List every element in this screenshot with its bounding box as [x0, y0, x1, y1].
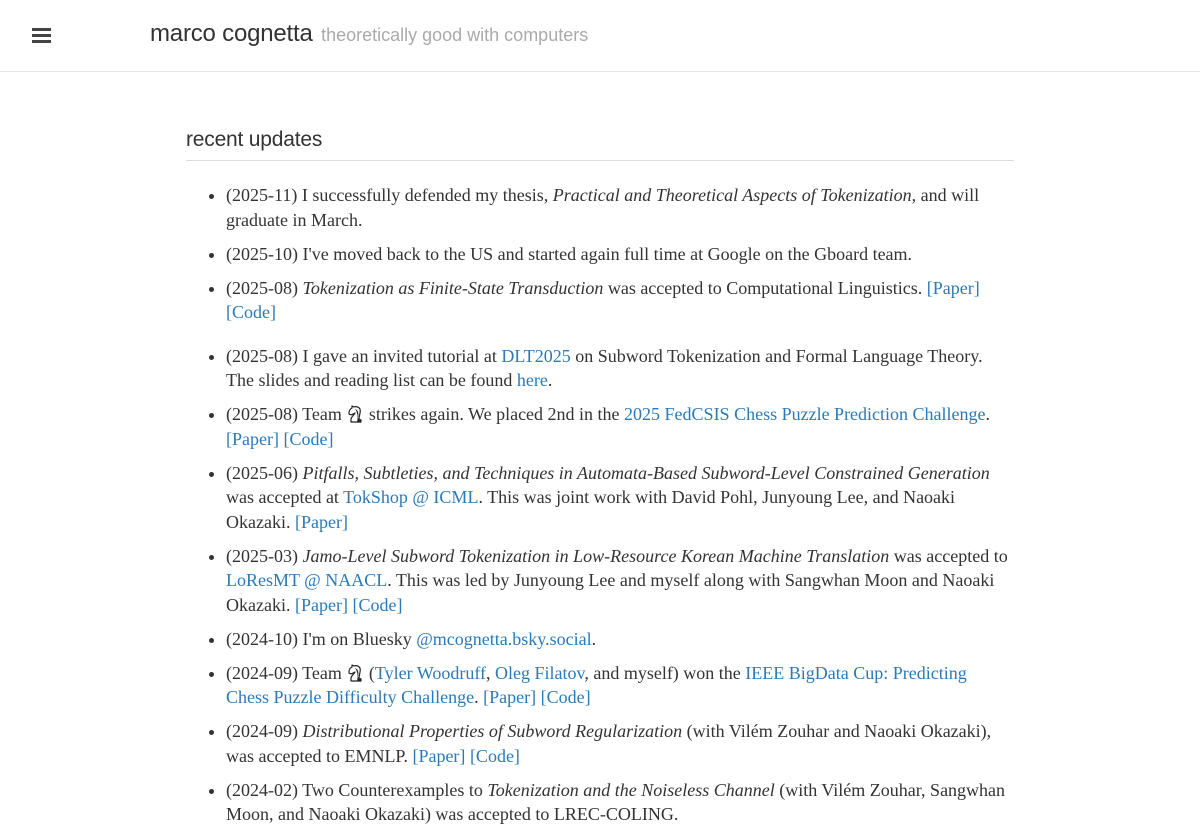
update-text: was accepted at	[226, 487, 344, 507]
update-text: I've moved back to the US and started again full time at Google on the Gboard team.	[297, 243, 913, 264]
list-item	[226, 344, 1014, 393]
paper-link[interactable]: [Paper]	[294, 594, 348, 615]
update-date: (2024-09)	[226, 662, 298, 683]
update-date: (2025-03)	[226, 545, 298, 566]
update-date: (2025-11)	[226, 185, 298, 205]
hamburger-menu-icon[interactable]	[32, 28, 52, 46]
paper-title: Practical and Theoretical Aspects of Tokenization	[552, 185, 912, 205]
site-tagline: theoretically good with computers	[321, 25, 589, 45]
update-text: Team	[297, 662, 347, 683]
list-item	[226, 627, 1014, 652]
update-text: . This was joint work with David Pohl, Junyoung Lee, and Naoaki Okazaki.	[226, 487, 956, 532]
bigdata-cup-link[interactable]: IEEE BigData Cup: Predicting Chess Puzzle Difficulty Challenge	[226, 662, 967, 707]
update-text: (with Vilém Zouhar, Sangwhan Moon, and Naoaki Okazaki) was accepted to LREC-COLING.	[226, 779, 1006, 824]
update-text: strikes again. We placed 2nd in the	[364, 404, 625, 424]
list-item	[226, 778, 1014, 827]
tokshop-link[interactable]: TokShop @ ICML	[343, 487, 479, 507]
chess-knight-icon	[346, 405, 364, 423]
main-content	[186, 128, 1014, 836]
site-brand	[150, 20, 588, 48]
update-text: (	[364, 662, 375, 683]
update-text: .	[547, 370, 553, 390]
updates-list	[186, 183, 1014, 827]
update-date: (2025-08)	[226, 277, 298, 298]
bluesky-link[interactable]: @mcognetta.bsky.social	[416, 628, 592, 649]
code-link[interactable]: [Code]	[283, 428, 334, 449]
update-text: (with Vilém Zouhar and Naoaki Okazaki), was accepted to EMNLP.	[226, 721, 992, 766]
update-text: I'm on Bluesky	[297, 628, 417, 649]
update-text: ,	[486, 662, 495, 683]
tyler-woodruff-link[interactable]: Tyler Woodruff	[374, 662, 486, 683]
code-link[interactable]: [Code]	[469, 745, 520, 766]
list-item	[226, 461, 1014, 535]
update-text: . This was led by Junyoung Lee and myself along with Sangwhan Moon and Naoaki Okazaki.	[226, 570, 995, 615]
update-text: I gave an invited tutorial at	[297, 345, 502, 366]
update-text: Team	[297, 404, 347, 424]
top-navbar	[0, 0, 1200, 72]
fedcsis-challenge-link[interactable]: 2025 FedCSIS Chess Puzzle Prediction Challenge	[624, 404, 986, 424]
update-date: (2025-08)	[226, 345, 298, 366]
paper-title: Tokenization as Finite-State Transduction	[302, 277, 604, 298]
list-item	[226, 276, 1014, 325]
dlt2025-link[interactable]: DLT2025	[501, 345, 571, 366]
update-date: (2024-10)	[226, 628, 298, 649]
list-item	[226, 242, 1014, 267]
chess-knight-icon	[346, 664, 364, 682]
paper-link[interactable]: [Paper]	[226, 428, 279, 449]
update-date: (2025-10)	[226, 243, 298, 264]
update-text: was accepted to	[889, 545, 1008, 566]
site-title-link[interactable]: marco cognetta	[150, 20, 313, 47]
oleg-filatov-link[interactable]: Oleg Filatov	[495, 662, 585, 683]
paper-link[interactable]: [Paper]	[412, 745, 466, 766]
update-text: , and will graduate in March.	[226, 185, 980, 230]
loresmt-link[interactable]: LoResMT @ NAACL	[226, 570, 388, 590]
update-text: I successfully defended my thesis,	[297, 185, 553, 205]
section-title: recent updates	[186, 128, 1014, 161]
paper-title: Pitfalls, Subtleties, and Techniques in Automata-Based Subword-Level Constrained Generation	[302, 462, 990, 483]
list-item	[226, 544, 1014, 618]
update-date: (2025-08)	[226, 404, 298, 424]
update-date: (2024-09)	[226, 721, 298, 741]
paper-title: Jamo-Level Subword Tokenization in Low-Resource Korean Machine Translation	[302, 545, 890, 566]
update-date: (2025-06)	[226, 462, 298, 483]
list-item	[226, 719, 1014, 768]
update-text: , and myself) won the	[584, 662, 746, 683]
paper-title: Distributional Properties of Subword Regularization	[302, 721, 683, 741]
update-date: (2024-02)	[226, 779, 298, 800]
paper-link[interactable]: [Paper]	[294, 511, 348, 532]
paper-link[interactable]: [Paper]	[483, 687, 537, 707]
list-item	[226, 661, 1014, 710]
update-text: .	[985, 404, 991, 424]
code-link[interactable]: [Code]	[352, 594, 403, 615]
code-link[interactable]: [Code]	[540, 687, 591, 707]
code-link[interactable]: [Code]	[226, 302, 276, 322]
here-link[interactable]: here	[516, 370, 548, 390]
list-item	[226, 183, 1014, 232]
update-text: .	[591, 628, 597, 649]
update-text: was accepted to Computational Linguistics.	[603, 277, 927, 298]
update-text: on Subword Tokenization and Formal Language Theory. The slides and reading list can be found	[226, 345, 983, 390]
paper-link[interactable]: [Paper]	[926, 277, 980, 298]
list-item	[226, 402, 1014, 451]
update-text: Two Counterexamples to	[297, 779, 488, 800]
paper-title: Tokenization and the Noiseless Channel	[487, 779, 775, 800]
update-text: .	[474, 687, 484, 707]
